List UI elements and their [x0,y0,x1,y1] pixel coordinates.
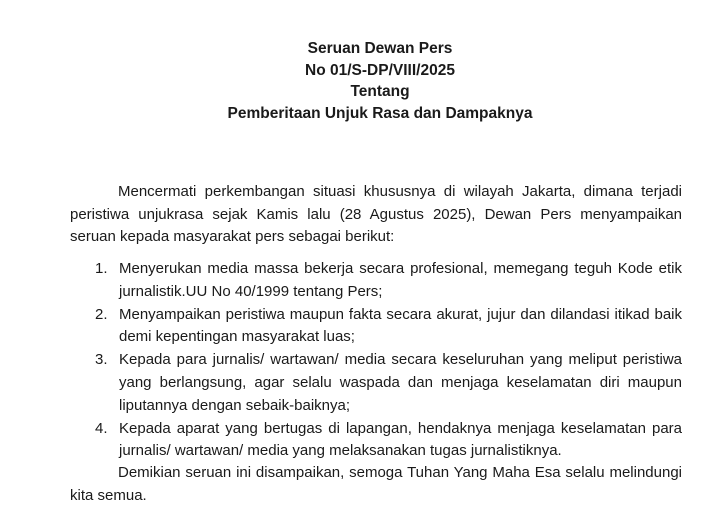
list-item [70,258,682,304]
list-item [70,349,682,417]
list-item [70,418,682,464]
list-item-text: Kepada para jurnalis/ wartawan/ media secara keseluruhan yang meliput peristiwa yang berlangsung, agar selalu waspada dan menjaga keselamatan diri maupun liputannya dengan sebaik-baiknya; [119,351,682,414]
header-subject-label: Tentang [350,83,410,100]
list-item-text: Menyampaikan peristiwa maupun fakta secara akurat, jujur dan dilandasi itikad baik demi kepentingan masyarakat luas; [119,305,682,346]
header-number: No 01/S-DP/VIII/2025 [305,61,455,79]
closing-paragraph: Demikian seruan ini disampaikan, semoga Tuhan Yang Maha Esa selalu melindungi kita semua. [70,464,682,504]
document-header [70,38,690,124]
header-title: Seruan Dewan Pers [307,40,453,57]
list-item-number: 1. [95,260,108,277]
document-page [70,0,682,530]
list-item [70,304,682,350]
header-subject: Pemberitaan Unjuk Rasa dan Dampaknya [227,104,533,122]
intro-paragraph: Mencermati perkembangan situasi khususnya di wilayah Jakarta, dimana terjadi peristiwa unjukrasa sejak Kamis lalu (28 Agustus 2025), Dewan Pers menyampaikan seruan kepada masyarakat pers sebagai berikut: [70,183,682,245]
list-item-number: 2. [95,305,108,323]
list-item-number: 4. [95,419,108,437]
list-item-number: 3. [95,351,108,369]
list-item-text: Kepada aparat yang bertugas di lapangan, hendaknya menjaga keselamatan para jurnalis/ wartawan/ media yang melaksanakan tugas jurnalistiknya. [119,419,682,460]
appeal-list [70,258,682,463]
list-item-text: Menyerukan media massa bekerja secara profesional, memegang teguh Kode etik jurnalistik.UU No 40/1999 tentang Pers; [119,260,682,300]
